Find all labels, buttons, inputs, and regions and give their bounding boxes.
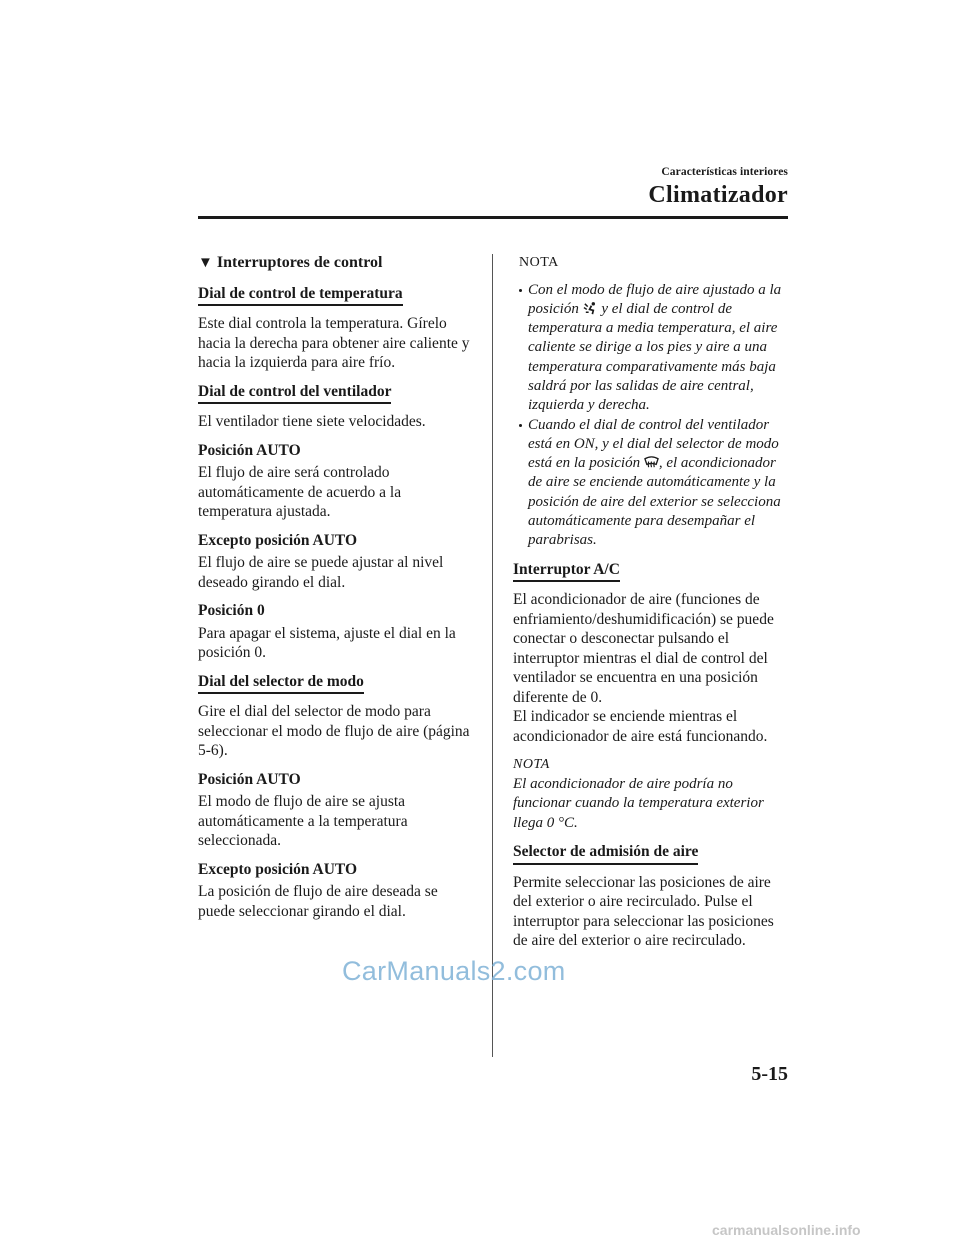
right-column	[513, 253, 789, 960]
mode-dial-text: Gire el dial del selector de modo para seleccionar el modo de flujo de aire (página 5-6).	[198, 703, 470, 759]
watermark-link[interactable]: CarManuals2.com	[342, 956, 566, 986]
note-item: Cuando el dial de control del ventilador está en ON, y el dial del selector de modo está en la posición , el acondicionador de aire se enciende automáticamente y la posición de aire del exterior se selecciona automáticamente para desempañar el parabrisas.	[513, 416, 789, 551]
fan-zero-text: Para apagar el sistema, ajuste el dial en la posición 0.	[198, 624, 456, 661]
fan-zero-label: Posición 0	[198, 602, 265, 619]
ac-switch-title: Interruptor A/C	[513, 560, 620, 583]
ac-nota-label: NOTA	[513, 757, 550, 773]
mode-auto-label: Posición AUTO	[198, 770, 301, 788]
floor-defrost-mode-icon	[583, 301, 598, 316]
fan-except-label: Excepto posición AUTO	[198, 531, 358, 549]
footer-site-link[interactable]: carmanualsonline.info	[712, 1222, 861, 1238]
triangle-marker-icon: ▼	[198, 255, 213, 271]
intake-selector-text: Permite seleccionar las posiciones de aire del exterior o aire recirculado. Pulse el interruptor para seleccionar las posiciones de aire del exterior o aire recirculado.	[513, 873, 774, 950]
temp-dial-text: Este dial controla la temperatura. Gírelo hacia la derecha para obtener aire caliente y hacia la izquierda para aire frío.	[198, 315, 470, 371]
fan-auto-text: El flujo de aire será controlado automáticamente de acuerdo a la temperatura ajustada.	[198, 464, 402, 520]
header-rule	[198, 216, 788, 219]
column-divider	[492, 254, 493, 1057]
ac-nota	[513, 755, 789, 833]
mode-dial-title: Dial del selector de modo	[198, 672, 364, 695]
nota-label: NOTA	[519, 255, 559, 270]
intake-selector-title: Selector de admisión de aire	[513, 842, 698, 865]
temp-dial-title: Dial de control de temperatura	[198, 284, 403, 307]
left-column	[198, 253, 476, 930]
mode-auto-text: El modo de flujo de aire se ajusta automáticamente a la temperatura seleccionada.	[198, 793, 408, 849]
chapter-title: Climatizador	[648, 182, 788, 208]
ac-indicator-text: El indicador se enciende mientras el acondicionador de aire está funcionando.	[513, 708, 768, 745]
note-item: Con el modo de flujo de aire ajustado a la posición y el dial de control de temperatura a media temperatura, el aire caliente se dirige a los pies y aire a una temperatura comparativamente más baja saldrá por las salidas de aire central, izquierda y derecha.	[513, 281, 789, 416]
section-heading-text: Interruptores de control	[216, 254, 383, 271]
fan-except-text: El flujo de aire se puede ajustar al nivel deseado girando el dial.	[198, 554, 444, 591]
fan-auto-label: Posición AUTO	[198, 441, 301, 459]
nota-list	[513, 281, 789, 551]
fan-dial-text: El ventilador tiene siete velocidades.	[198, 413, 426, 430]
fan-dial-title: Dial de control del ventilador	[198, 382, 391, 405]
mode-except-text: La posición de flujo de aire deseada se puede seleccionar girando el dial.	[198, 883, 438, 920]
windshield-defrost-icon	[644, 455, 659, 470]
ac-nota-text: El acondicionador de aire podría no funcionar cuando la temperatura exterior llega 0 °C.	[513, 775, 764, 831]
page-number: 5-15	[751, 1063, 788, 1085]
ac-switch-text: El acondicionador de aire (funciones de enfriamiento/deshumidificación) se puede conectar o desconectar pulsando el interruptor mientras el dial de control del ventilador se encuentra en una posición diferente de 0.	[513, 591, 774, 706]
section-heading	[198, 253, 476, 274]
mode-except-label: Excepto posición AUTO	[198, 860, 358, 878]
section-header: Características interiores	[661, 166, 788, 178]
